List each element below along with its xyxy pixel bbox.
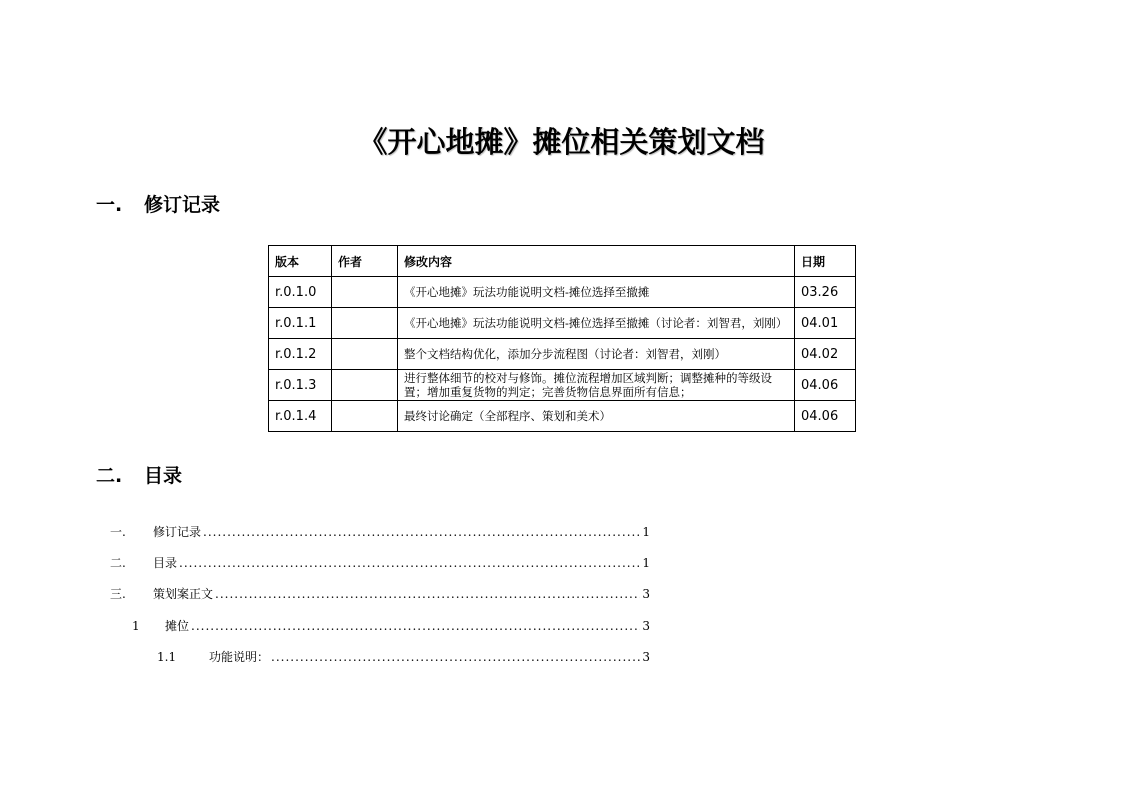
toc-entry-number: 一.: [110, 525, 126, 539]
content-cell: 《开心地摊》玩法功能说明文档-摊位选择至撤摊: [398, 277, 795, 308]
toc-entry-page: 3: [642, 650, 650, 664]
toc-entry-text: 策划案正文: [153, 587, 214, 601]
toc-entry-text: 修订记录: [153, 525, 202, 539]
table-row: [269, 401, 856, 432]
toc-entry-text: 摊位: [165, 619, 190, 633]
toc-entry[interactable]: [110, 522, 650, 542]
column-header-content: 修改内容: [398, 246, 795, 277]
table-row: [269, 370, 856, 401]
content-cell: 进行整体细节的校对与修饰。摊位流程增加区域判断；调整摊种的等级设置；增加重复货物的判定；完善货物信息界面所有信息；: [398, 370, 795, 401]
content-cell: 整个文档结构优化，添加分步流程图（讨论者：刘智君，刘刚）: [398, 339, 795, 370]
section-heading-table-of-contents: [96, 463, 182, 489]
toc-entry-number: 二.: [110, 556, 126, 570]
section-number: 一.: [96, 194, 123, 216]
content-cell: 最终讨论确定（全部程序、策划和美术）: [398, 401, 795, 432]
author-cell: [332, 277, 398, 308]
date-cell: 03.26: [795, 277, 856, 308]
toc-entry-text: 目录: [153, 556, 178, 570]
table-row: [269, 308, 856, 339]
toc-leader-dots: [191, 616, 640, 636]
author-cell: [332, 308, 398, 339]
toc-entry[interactable]: [132, 616, 650, 636]
content-cell: 《开心地摊》玩法功能说明文档-摊位选择至撤摊（讨论者：刘智君，刘刚）: [398, 308, 795, 339]
toc-entry-number: 三.: [110, 587, 126, 601]
author-cell: [332, 401, 398, 432]
author-cell: [332, 370, 398, 401]
toc-leader-dots: [215, 584, 640, 604]
toc-entry[interactable]: [110, 553, 650, 573]
date-cell: 04.06: [795, 370, 856, 401]
date-cell: 04.01: [795, 308, 856, 339]
table-header-row: [269, 246, 856, 277]
version-cell: r.0.1.3: [269, 370, 332, 401]
version-cell: r.0.1.0: [269, 277, 332, 308]
section-title: 修订记录: [144, 194, 221, 216]
toc-leader-dots: [271, 647, 640, 667]
column-header-date: 日期: [795, 246, 856, 277]
revision-history-table: [268, 245, 856, 432]
version-cell: r.0.1.4: [269, 401, 332, 432]
toc-entry-page: 1: [642, 556, 650, 570]
table-row: [269, 277, 856, 308]
toc-leader-dots: [203, 522, 640, 542]
column-header-author: 作者: [332, 246, 398, 277]
author-cell: [332, 339, 398, 370]
section-title: 目录: [144, 465, 183, 487]
toc-entry-page: 3: [642, 619, 650, 633]
toc-entry-text: 功能说明：: [209, 650, 270, 664]
section-heading-revision-history: [96, 192, 220, 218]
date-cell: 04.06: [795, 401, 856, 432]
column-header-version: 版本: [269, 246, 332, 277]
version-cell: r.0.1.1: [269, 308, 332, 339]
toc-entry[interactable]: [157, 647, 650, 667]
document-title: 《开心地摊》摊位相关策划文档: [358, 125, 765, 159]
toc-entry-page: 3: [642, 587, 650, 601]
version-cell: r.0.1.2: [269, 339, 332, 370]
toc-leader-dots: [179, 553, 640, 573]
date-cell: 04.02: [795, 339, 856, 370]
toc-entry-number: 1: [132, 619, 140, 633]
section-number: 二.: [96, 465, 123, 487]
toc-entry[interactable]: [110, 584, 650, 604]
toc-entry-page: 1: [642, 525, 650, 539]
table-row: [269, 339, 856, 370]
toc-entry-number: 1.1: [157, 650, 177, 664]
